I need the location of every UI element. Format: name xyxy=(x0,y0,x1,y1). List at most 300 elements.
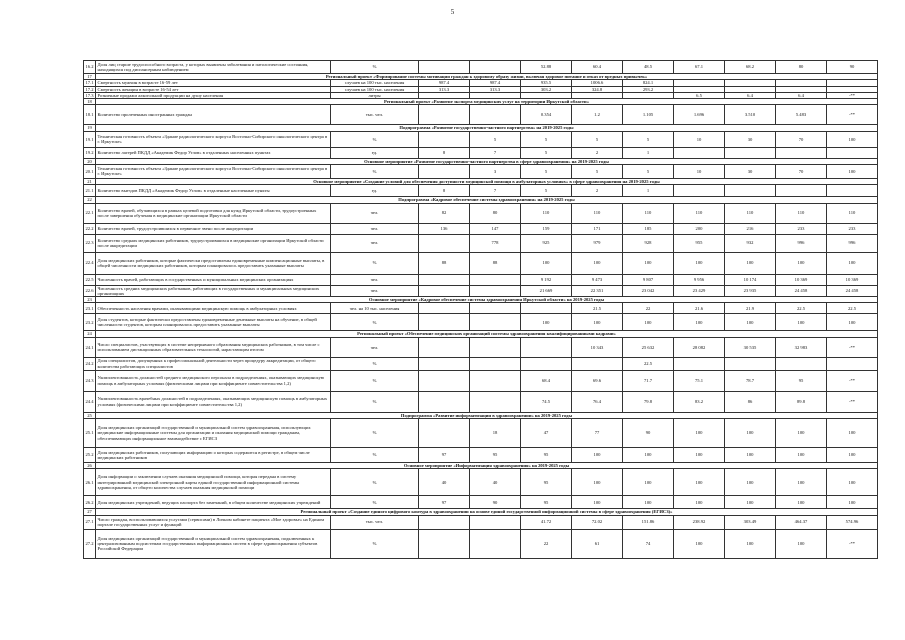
table-row xyxy=(84,496,878,509)
value-cell: 100 xyxy=(572,469,623,496)
value-cell: 22 xyxy=(521,529,572,558)
value-cell: 77 xyxy=(572,418,623,447)
value-cell: 9 473 xyxy=(572,274,623,285)
value-cell: 82 xyxy=(419,203,470,223)
indicator-name: Доля специалистов, допущенных к профессиональной деятельности через процедуру аккредитации, от общего количества работающих специалистов xyxy=(96,357,331,370)
row-number: 24.2 xyxy=(84,357,96,370)
value-cell: 8 xyxy=(419,147,470,158)
value-cell: 5 xyxy=(521,131,572,147)
section-title: Подпрограмма «Кадровое обеспечение системы здравоохранения» на 2019-2025 годы xyxy=(96,197,878,203)
value-cell: 2 xyxy=(572,147,623,158)
value-cell xyxy=(521,337,572,357)
value-cell: 778 xyxy=(470,234,521,252)
table-row xyxy=(84,314,878,331)
value-cell xyxy=(827,357,878,370)
indicator-name: Число граждан, воспользовавшихся услугами (сервисами) в Личном кабинете пациента «Мое здоровье» на Едином портале государственных услуг и функций xyxy=(96,515,331,529)
value-cell: 88 xyxy=(470,252,521,274)
value-cell xyxy=(419,131,470,147)
value-cell: 100 xyxy=(674,529,725,558)
value-cell: 21.9 xyxy=(725,303,776,314)
unit-cell: чел. xyxy=(331,203,419,223)
row-number: 26 xyxy=(84,462,96,468)
value-cell: 100 xyxy=(572,314,623,331)
value-cell: 90 xyxy=(623,418,674,447)
unit-cell: чел. xyxy=(331,285,419,297)
row-number: 26.2 xyxy=(84,496,96,509)
value-cell: 25 632 xyxy=(623,337,674,357)
row-number: 23.1 xyxy=(84,303,96,314)
value-cell: 147 xyxy=(470,223,521,234)
value-cell xyxy=(776,185,827,197)
value-cell: 23 935 xyxy=(725,285,776,297)
value-cell: 89.8 xyxy=(776,391,827,412)
row-number: 25.1 xyxy=(84,418,96,447)
value-cell xyxy=(572,357,623,370)
value-cell: 100 xyxy=(776,529,827,558)
value-cell: 22.5 xyxy=(623,357,674,370)
value-cell: 69.6 xyxy=(572,370,623,391)
value-cell xyxy=(521,357,572,370)
value-cell: 100 xyxy=(725,469,776,496)
table-row xyxy=(84,203,878,223)
row-number: 27.2 xyxy=(84,529,96,558)
row-number: 24.4 xyxy=(84,391,96,412)
indicator-name: Количество врачей, трудоустроившихся в первичное звено после аккредитации xyxy=(96,223,331,234)
value-cell: 23 042 xyxy=(623,285,674,297)
value-cell: 68.2 xyxy=(725,61,776,74)
value-cell: 88 xyxy=(419,252,470,274)
value-cell: 61 xyxy=(572,529,623,558)
unit-cell: % xyxy=(331,418,419,447)
value-cell: 21.6 xyxy=(674,303,725,314)
value-cell: 41.72 xyxy=(521,515,572,529)
value-cell: 1006.6 xyxy=(572,80,623,86)
value-cell xyxy=(725,147,776,158)
value-cell: 100 xyxy=(572,252,623,274)
value-cell: 79.8 xyxy=(623,391,674,412)
table-row xyxy=(84,223,878,234)
value-cell: 67.1 xyxy=(674,61,725,74)
indicator-name: Укомплектованность должностей среднего медицинского персонала в подразделениях, оказывающих медицинскую помощь в амбулаторных условиях (физическими лицами при коэффициенте совместительства 1,2) xyxy=(96,370,331,391)
value-cell: 171 xyxy=(572,223,623,234)
section-title: Региональный проект «Обеспечение медицинских организаций системы здравоохранения квалифицированными кадрами» xyxy=(96,331,878,337)
value-cell xyxy=(470,370,521,391)
row-number: 22.4 xyxy=(84,252,96,274)
value-cell: 100 xyxy=(674,418,725,447)
value-cell xyxy=(419,105,470,125)
value-cell: 30 535 xyxy=(725,337,776,357)
value-cell: 100 xyxy=(725,447,776,462)
value-cell: 48.5 xyxy=(623,61,674,74)
value-cell xyxy=(776,147,827,158)
value-cell xyxy=(419,274,470,285)
value-cell: 1.2 xyxy=(572,105,623,125)
unit-cell: % xyxy=(331,469,419,496)
value-cell: 100 xyxy=(776,496,827,509)
indicator-name: Численность средних медицинских работников, работающих в государственных и муниципальных медицинских организациях xyxy=(96,285,331,297)
section-title: Основное мероприятие «Информатизация здравоохранения» на 2019-2025 годы xyxy=(96,462,878,468)
value-cell: 80 xyxy=(776,61,827,74)
value-cell: 100 xyxy=(776,418,827,447)
value-cell: 24 458 xyxy=(776,285,827,297)
value-cell: 21 669 xyxy=(521,285,572,297)
row-number: 20 xyxy=(84,158,96,164)
value-cell: 100 xyxy=(623,252,674,274)
value-cell xyxy=(725,185,776,197)
unit-cell: чел. xyxy=(331,223,419,234)
value-cell: 68.4 xyxy=(521,370,572,391)
value-cell: 24 458 xyxy=(827,285,878,297)
row-number: 19.1 xyxy=(84,131,96,147)
row-number: 16.2 xyxy=(84,61,96,74)
value-cell: 303.49 xyxy=(725,515,776,529)
value-cell: 100 xyxy=(776,314,827,331)
unit-cell: чел. на 10 тыс. населения xyxy=(331,303,419,314)
value-cell: 110 xyxy=(776,203,827,223)
value-cell: 100 xyxy=(674,314,725,331)
value-cell: 95 xyxy=(521,447,572,462)
value-cell: 95 xyxy=(470,447,521,462)
value-cell: 100 xyxy=(827,314,878,331)
value-cell: 22.5 xyxy=(827,303,878,314)
value-cell: 6.4 xyxy=(776,92,827,98)
table-row xyxy=(84,185,878,197)
value-cell: 100 xyxy=(725,418,776,447)
table-row xyxy=(84,515,878,529)
table-row xyxy=(84,234,878,252)
value-cell: 95 xyxy=(776,370,827,391)
indicator-name: Количество пролеченных иностранных граждан xyxy=(96,105,331,125)
value-cell: 100 xyxy=(572,496,623,509)
value-cell: 110 xyxy=(827,203,878,223)
row-number: 19 xyxy=(84,125,96,131)
table-row xyxy=(84,337,878,357)
value-cell: 293.2 xyxy=(623,86,674,92)
value-cell: 1 xyxy=(623,185,674,197)
table-row xyxy=(84,164,878,178)
value-cell: 233 xyxy=(776,223,827,234)
value-cell: 86 xyxy=(725,391,776,412)
value-cell xyxy=(470,303,521,314)
row-number: 22.3 xyxy=(84,234,96,252)
value-cell: -** xyxy=(827,529,878,558)
value-cell: 100 xyxy=(827,252,878,274)
value-cell: 979 xyxy=(572,234,623,252)
unit-cell: % xyxy=(331,61,419,74)
value-cell: -** xyxy=(827,337,878,357)
value-cell xyxy=(470,274,521,285)
value-cell: 100 xyxy=(827,447,878,462)
value-cell: 100 xyxy=(674,252,725,274)
value-cell: 100 xyxy=(827,418,878,447)
value-cell: 90 xyxy=(470,496,521,509)
row-number: 24.3 xyxy=(84,370,96,391)
value-cell: 216 xyxy=(725,223,776,234)
value-cell: 110 xyxy=(674,203,725,223)
value-cell: 10 xyxy=(674,131,725,147)
value-cell: 100 xyxy=(827,131,878,147)
row-number: 17.1 xyxy=(85,80,94,86)
value-cell: -** xyxy=(827,92,878,98)
indicator-name: Смертность женщин в возрасте 16-54 лет xyxy=(96,86,331,92)
table-row xyxy=(84,391,878,412)
value-cell xyxy=(725,357,776,370)
value-cell: 5 xyxy=(572,164,623,178)
row-number: 17.2 xyxy=(85,86,94,92)
value-cell: 100 xyxy=(725,496,776,509)
value-cell: 97 xyxy=(419,496,470,509)
table-row xyxy=(84,285,878,297)
section-title: Подпрограмма «Развитие информатизации в здравоохранении» на 2019-2025 годы xyxy=(96,412,878,418)
value-cell: 22 351 xyxy=(572,285,623,297)
value-cell: 100 xyxy=(572,447,623,462)
value-cell: 40 xyxy=(419,469,470,496)
value-cell: 100 xyxy=(827,164,878,178)
value-cell xyxy=(419,515,470,529)
value-cell: 238.92 xyxy=(674,515,725,529)
row-number: 27 xyxy=(84,509,96,515)
section-title: Региональный проект «Формирование системы мотивации граждан к здоровому образу жизни, включая здоровое питание и отказ от вредных привычек» xyxy=(96,74,878,80)
value-cell xyxy=(470,61,521,74)
value-cell: 987.4 xyxy=(470,80,521,86)
indicator-name: Доля медицинских работников, которые фактически предоставлены единовременные компенсационные выплаты, в общей численности медицинских работников, которым планировалось предоставить указанные выплаты xyxy=(96,252,331,274)
value-cell: 100 xyxy=(725,314,776,331)
value-cell: 5 xyxy=(470,131,521,147)
value-cell: 110 xyxy=(572,203,623,223)
unit-cell: чел. xyxy=(331,234,419,252)
indicator-name: Доля медицинских организаций государственной и муниципальной систем здравоохранения, использующих медицинские информационные системы для организации и оказания медицинской помощи гражданам, обеспечивающих информационное взаимодействие с ЕГИСЗ xyxy=(96,418,331,447)
row-number: 22.1 xyxy=(84,203,96,223)
value-cell xyxy=(419,529,470,558)
value-cell: 159 xyxy=(521,223,572,234)
value-cell xyxy=(470,391,521,412)
unit-cell: % xyxy=(331,314,419,331)
unit-cell: % xyxy=(331,164,419,178)
value-cell xyxy=(521,303,572,314)
indicator-name: Доля медицинских организаций государственной и муниципальной систем здравоохранения, подключенных к централизованным подсистемам государственных информационных систем в сфере здравоохранения субъектов Российской Федерации xyxy=(96,529,331,558)
row-number: 27.1 xyxy=(84,515,96,529)
value-cell: 987.4 xyxy=(419,80,470,86)
value-cell: -** xyxy=(827,370,878,391)
table-row xyxy=(84,303,878,314)
value-cell: 464.37 xyxy=(776,515,827,529)
value-cell: 30 xyxy=(725,131,776,147)
value-cell: 110 xyxy=(725,203,776,223)
value-cell: 200 xyxy=(674,223,725,234)
row-number: 18 xyxy=(84,99,96,105)
indicator-name: Численность врачей, работающих в государственных и муниципальных медицинских организациях xyxy=(96,274,331,285)
value-cell xyxy=(827,185,878,197)
unit-cell: % xyxy=(331,391,419,412)
value-cell xyxy=(674,357,725,370)
value-cell: 5 xyxy=(521,164,572,178)
value-cell: 30 xyxy=(725,164,776,178)
value-cell xyxy=(419,164,470,178)
page-number: 5 xyxy=(450,8,455,16)
unit-cell: % xyxy=(331,370,419,391)
row-number: 18.1 xyxy=(84,105,96,125)
value-cell xyxy=(470,314,521,331)
value-cell: 72.02 xyxy=(572,515,623,529)
value-cell: 932 xyxy=(725,234,776,252)
section-title: Основное мероприятие «Кадровое обеспечение системы здравоохранения Иркутской области» на 2019-2025 годы xyxy=(96,297,878,303)
table-body xyxy=(84,61,878,559)
value-cell: 28 082 xyxy=(674,337,725,357)
value-cell xyxy=(419,418,470,447)
unit-cell: ед. xyxy=(331,185,419,197)
value-cell: 1.105 xyxy=(623,105,674,125)
value-cell xyxy=(419,337,470,357)
value-cell: 100 xyxy=(674,496,725,509)
table-row xyxy=(84,418,878,447)
value-cell: 100 xyxy=(827,469,878,496)
unit-cell: % xyxy=(331,131,419,147)
row-number: 22 xyxy=(84,197,96,203)
value-cell: 78.7 xyxy=(725,370,776,391)
value-cell: 9 192 xyxy=(521,274,572,285)
value-cell: 76.4 xyxy=(572,391,623,412)
section-title: Подпрограмма «Развитие государственно-частного партнерства» на 2019-2025 годы xyxy=(96,125,878,131)
row-number: 24 xyxy=(84,331,96,337)
value-cell: 100 xyxy=(623,314,674,331)
value-cell xyxy=(419,61,470,74)
value-cell: 955 xyxy=(674,234,725,252)
value-cell: 83.2 xyxy=(674,391,725,412)
value-cell: 996 xyxy=(827,234,878,252)
value-cell: 22.5 xyxy=(776,303,827,314)
value-cell: 3 xyxy=(470,164,521,178)
value-cell: 824.1 xyxy=(623,80,674,86)
value-cell xyxy=(776,357,827,370)
value-cell: 313.3 xyxy=(419,86,470,92)
indicator-name: Техническая готовность объекта «Здание радиологического корпуса Восточно-Сибирского онкологического центра в г. Иркутске» xyxy=(96,131,331,147)
value-cell: 233 xyxy=(827,223,878,234)
indicator-name: Доля медицинских учреждений, ведущих паспорта без замечаний, в общем количестве медицинских учреждений xyxy=(96,496,331,509)
row-number: 23 xyxy=(84,297,96,303)
table-row xyxy=(84,469,878,496)
value-cell: 52.88 xyxy=(521,61,572,74)
indicator-name: Число специалистов, участвующих в системе непрерывного образования медицинских работников, в том числе с использованием дистанционных образовательных технологий, нарастающим итогом xyxy=(96,337,331,357)
row-number: 25 xyxy=(84,412,96,418)
value-cell: 100 xyxy=(674,447,725,462)
table-row xyxy=(84,252,878,274)
indicator-name: Доля информации о заключении случаев оказания медицинской помощи, которая передана в систему интегрированной медицинской электронной карты единой государственной информационной системы здравоохранения, от общего количества случаев оказания медицинской помощи xyxy=(96,469,331,496)
value-cell: 90 xyxy=(827,61,878,74)
value-cell: 32 983 xyxy=(776,337,827,357)
unit-cell: случаев на 100 тыс. населения xyxy=(331,86,419,92)
value-cell: 5 xyxy=(623,131,674,147)
value-cell xyxy=(419,285,470,297)
unit-cell: % xyxy=(331,496,419,509)
value-cell: 1.696 xyxy=(674,105,725,125)
indicator-name: Количество врачей, обучающихся в рамках целевой подготовки для нужд Иркутской области, трудоустроенных после завершения обучения в медицинские организации Иркутской области xyxy=(96,203,331,223)
value-cell: 0.354 xyxy=(521,105,572,125)
row-number: 26.1 xyxy=(84,469,96,496)
value-cell: 10 xyxy=(674,164,725,178)
indicators-table xyxy=(83,60,878,559)
value-cell: 74 xyxy=(623,529,674,558)
row-number: 25.2 xyxy=(84,447,96,462)
indicator-name: Смертность мужчин в возрасте 16-59 лет xyxy=(96,80,331,86)
value-cell: 3.510 xyxy=(725,105,776,125)
value-cell: 10 369 xyxy=(776,274,827,285)
value-cell xyxy=(470,515,521,529)
section-title: Региональный проект «Развитие экспорта медицинских услуг на территории Иркутской области» xyxy=(96,99,878,105)
indicator-name: Укомплектованность врачебных должностей в подразделениях, оказывающих медицинскую помощь в амбулаторных условиях (физическими лицами при коэффициенте совместительства 1,2) xyxy=(96,391,331,412)
value-cell: 10 369 xyxy=(827,274,878,285)
value-cell: 2 xyxy=(572,185,623,197)
value-cell: 100 xyxy=(521,252,572,274)
unit-cell: % xyxy=(331,357,419,370)
value-cell: 151.86 xyxy=(623,515,674,529)
row-number: 22.2 xyxy=(84,223,96,234)
value-cell: 100 xyxy=(623,469,674,496)
value-cell: 100 xyxy=(674,469,725,496)
unit-cell: тыс. чел. xyxy=(331,105,419,125)
row-number: 22.5 xyxy=(84,274,96,285)
section-title: Основное мероприятие «Создание условий для обеспечения доступности медицинской помощи в амбулаторных условиях» в сфере здравоохранения на 2019-2025 годы xyxy=(96,178,878,184)
indicator-name: Доля медицинских работников, получающих информацию о которых содержится в регистре, в общем числе медицинских работников xyxy=(96,447,331,462)
section-title: Региональный проект «Создание единого цифрового контура в здравоохранении на основе единой государственной информационной системы в сфере здравоохранения (ЕГИСЗ)» xyxy=(96,509,878,515)
table-row xyxy=(84,370,878,391)
table-row xyxy=(84,447,878,462)
value-cell xyxy=(419,314,470,331)
value-cell: 80 xyxy=(470,203,521,223)
unit-cell: % xyxy=(331,252,419,274)
value-cell: 136 xyxy=(419,223,470,234)
value-cell: 100 xyxy=(623,447,674,462)
value-cell: 7 xyxy=(470,147,521,158)
indicator-name: Доля студентов, которые фактически предоставлены единовременные денежные выплаты на обучение, в общей численности студентов, которым планировалось предоставить указанные выплаты xyxy=(96,314,331,331)
value-cell: 100 xyxy=(623,496,674,509)
unit-cell: литры xyxy=(331,92,419,98)
value-cell: 47 xyxy=(521,418,572,447)
indicator-name: Техническая готовность объекта «Здание радиологического корпуса Восточно-Сибирского онкологического центра в г. Иркутске» xyxy=(96,164,331,178)
row-number: 21.1 xyxy=(84,185,96,197)
table-row xyxy=(84,274,878,285)
indicator-name: Доля лиц старше трудоспособного возраста, у которых выявлены заболевания и патологические состояния, находящихся под диспансерным наблюдением xyxy=(96,61,331,74)
value-cell: 10 343 xyxy=(572,337,623,357)
value-cell: 75.1 xyxy=(674,370,725,391)
indicator-name: Количество выездов ПКДД «Академик Федор Углов» в отдаленные населенные пункты xyxy=(96,185,331,197)
value-cell: 5 xyxy=(521,185,572,197)
value-cell: 18 xyxy=(470,418,521,447)
row-number: 17 xyxy=(84,74,96,80)
row-number: 22.6 xyxy=(84,285,96,297)
value-cell: 21.5 xyxy=(572,303,623,314)
row-number: 21 xyxy=(84,178,96,184)
indicator-name: Количество средних медицинских работников, трудоустроившихся в медицинские организации Иркутской области после аккредитации xyxy=(96,234,331,252)
value-cell: 100 xyxy=(521,314,572,331)
value-cell: 97 xyxy=(419,447,470,462)
section-title: Основное мероприятие «Развитие государственно-частного партнерства в сфере здравоохранения» на 2019-2025 годы xyxy=(96,158,878,164)
indicator-name: Количество лагерей ПКДД «Академик Федор Углов» в отдаленных населенных пунктах xyxy=(96,147,331,158)
value-cell: 70 xyxy=(776,131,827,147)
unit-cell: случаев на 100 тыс. населения xyxy=(331,80,419,86)
value-cell: 110 xyxy=(521,203,572,223)
table-row xyxy=(84,147,878,158)
value-cell: 925 xyxy=(521,234,572,252)
table-row xyxy=(84,61,878,74)
value-cell: 100 xyxy=(725,252,776,274)
unit-cell: % xyxy=(331,529,419,558)
value-cell xyxy=(470,357,521,370)
row-number: 23.2 xyxy=(84,314,96,331)
value-cell: 8 xyxy=(419,185,470,197)
table-row xyxy=(84,529,878,558)
table-row xyxy=(84,131,878,147)
value-cell: -** xyxy=(827,105,878,125)
